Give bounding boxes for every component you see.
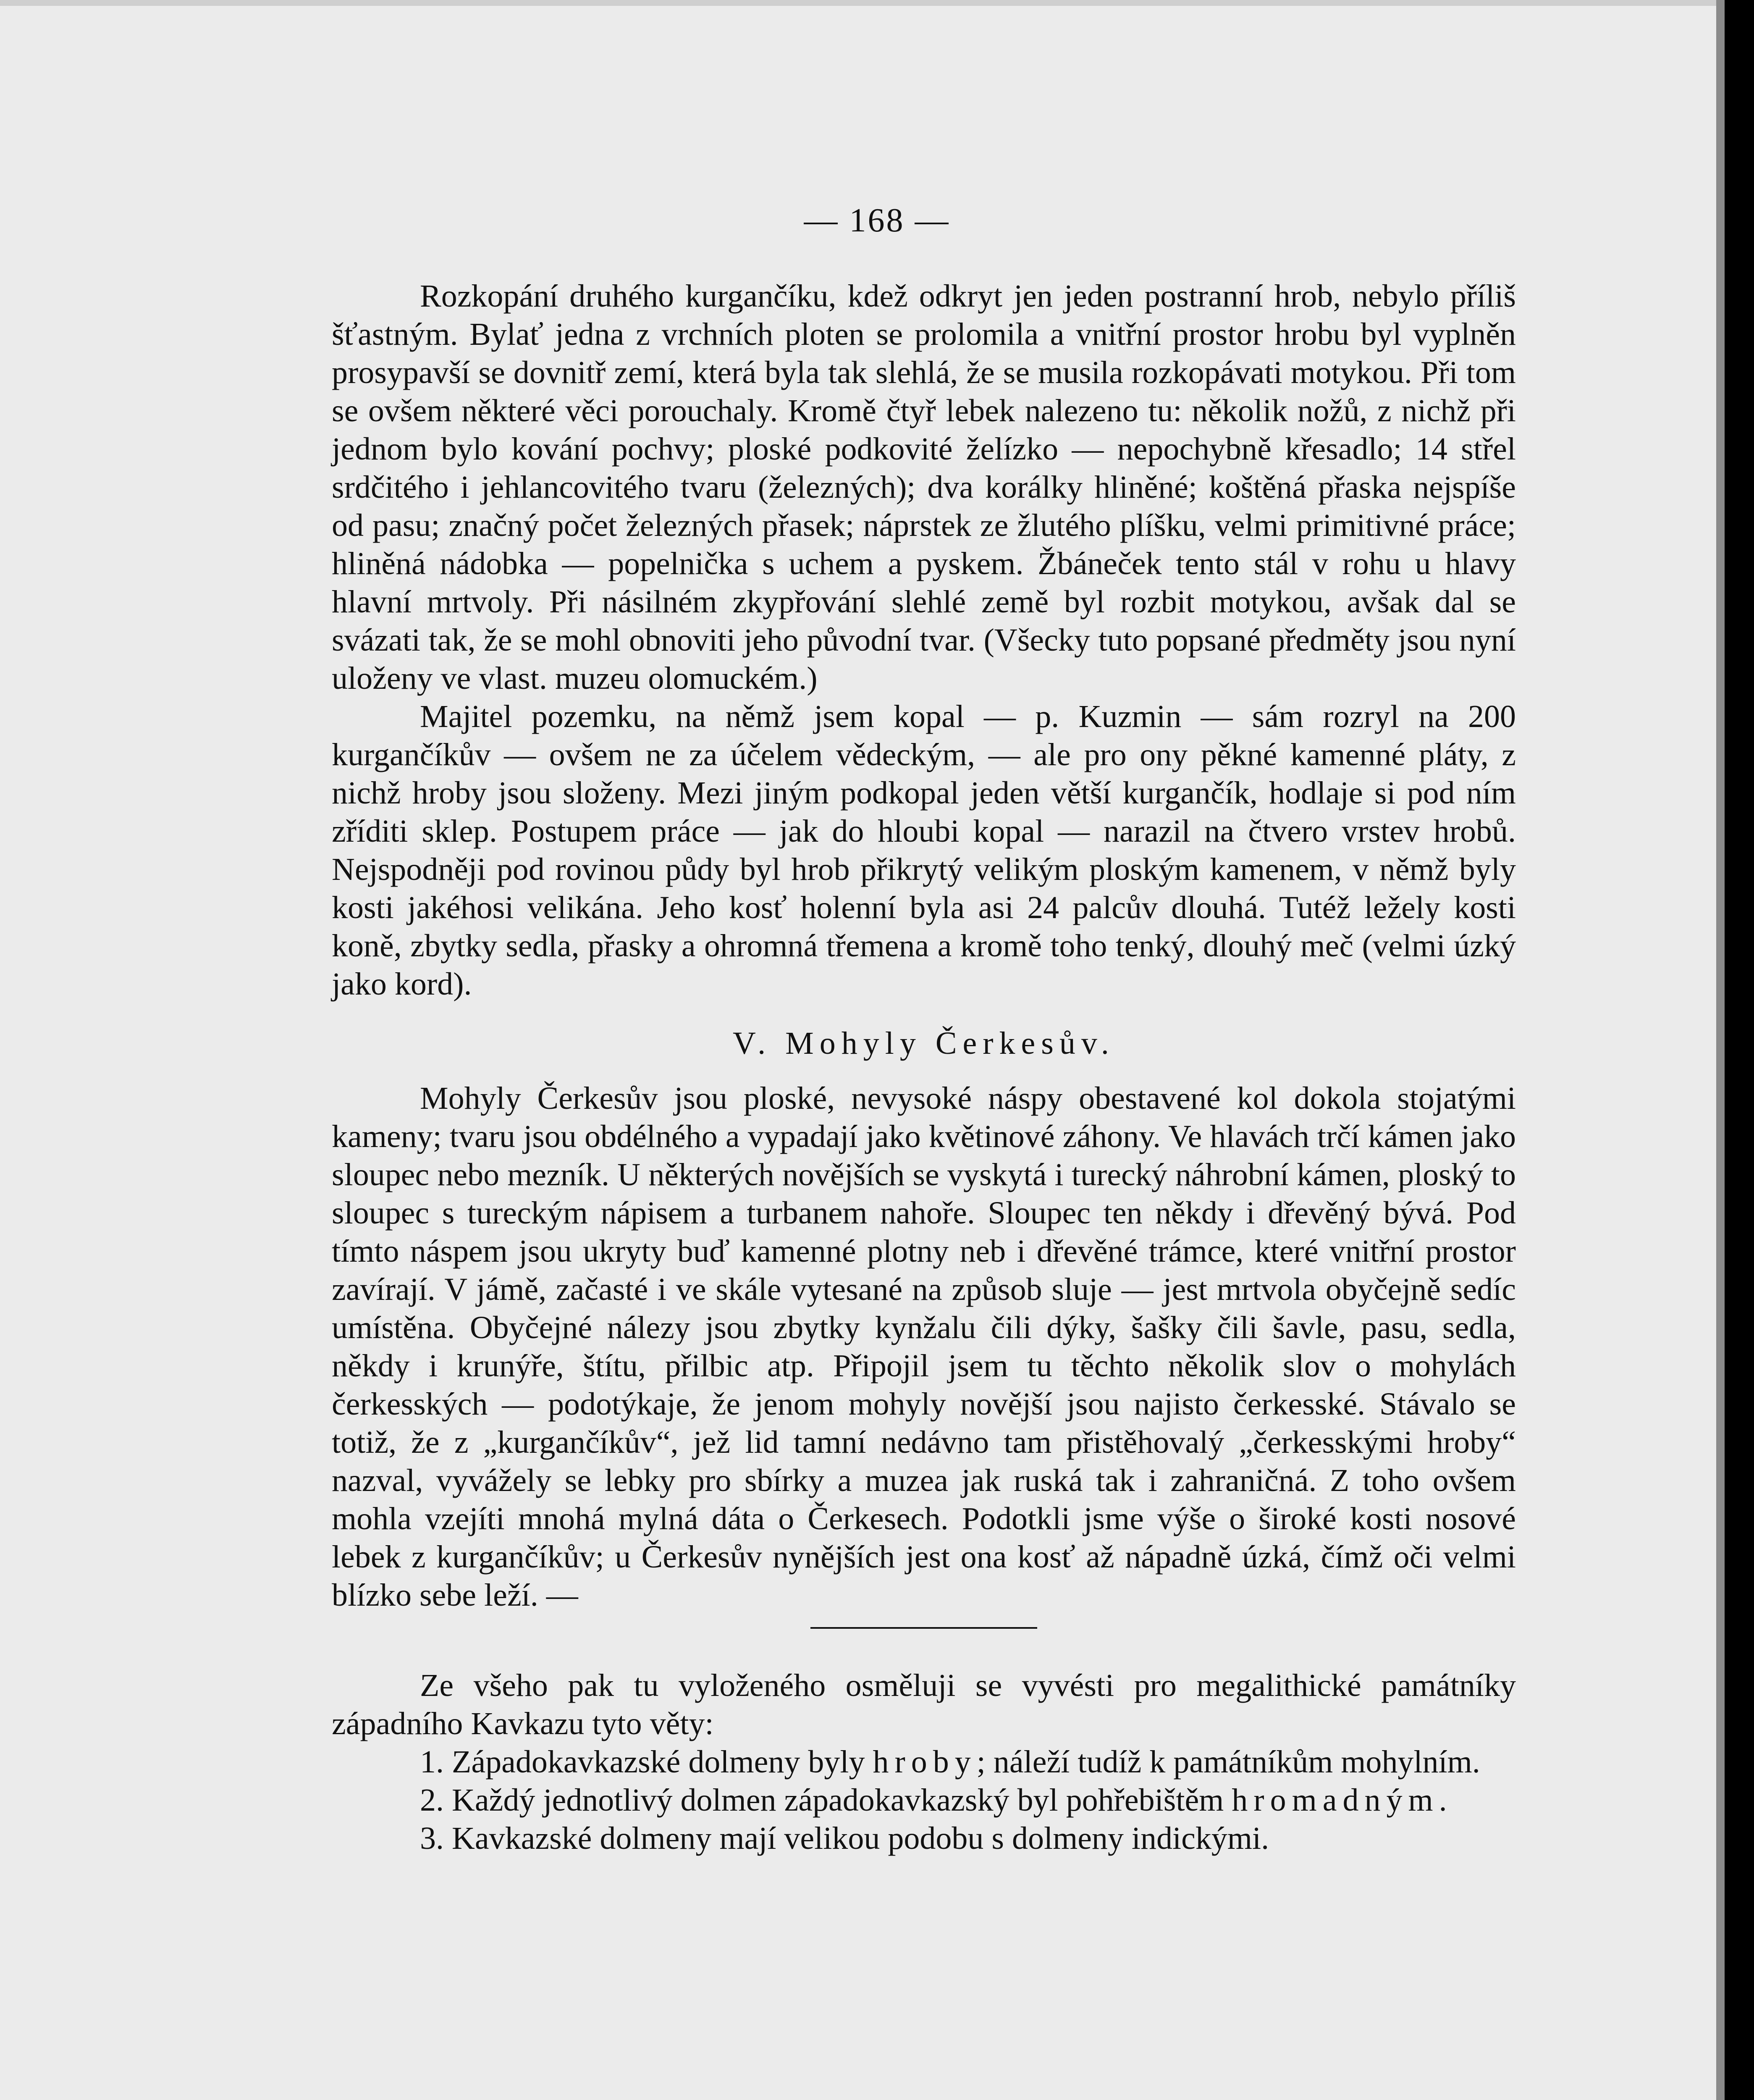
conclusion-2-rest: .: [1439, 1782, 1447, 1818]
conclusion-1-text: 1. Západokavkazské dolmeny byly: [420, 1744, 873, 1780]
scan-edge-right: [1725, 0, 1754, 2100]
scan-edge-top: [0, 0, 1725, 6]
section-heading: V. Mohyly Čerkesův.: [733, 1026, 1115, 1061]
section-paragraph: Mohyly Čerkesův jsou ploské, nevysoké náspy obestavené kol dokola stojatými kameny; tvaru jsou obdélného a vypadají jako květinové záhony. Ve hlavách trčí kámen jako sloupec nebo mezník. U některých novějších se vyskytá i turecký náhrobní kámen, ploský to sloupec s tureckým nápisem a turbanem nahoře. Sloupec ten někdy i dřevěný bývá. Pod tímto náspem jsou ukryty buď kamenné plotny neb i dřevěné trámce, které vnitřní prostor zavírají. V jámě, začasté i ve skále vytesané na způsob sluje — jest mrtvola obyčejně sedíc umístěna. Obyčejné nálezy jsou zbytky kynžalu čili dýky, šašky čili šavle, pasu, sedla, někdy i krunýře, štítu, přilbic atp. Připojil jsem tu těchto několik slov o mohylách čerkesských — podotýkaje, že jenom mohyly novější jsou najisto čerkesské. Stávalo se totiž, že z „kurgančíkův“, jež lid tamní nedávno tam přistěhovalý „čerkesskými hroby“ nazval, vyvážely se lebky pro sbírky a muzea jak ruská tak i zahraničná. Z toho ovšem mohla vzejíti mnohá mylná dáta o Čerkesech. Podotkli jsme výše o široké kosti nosové lebek z kurgančíkův; u Čerkesův nynějších jest ona kosť až nápadně úzká, čímž oči velmi blízko sebe leží. —: [332, 1081, 1516, 1613]
conclusion-2-text: 2. Každý jednotlivý dolmen západokavkazský byl pohřebištěm: [420, 1782, 1232, 1818]
conclusion-2-emphasis: hromadným: [1232, 1782, 1439, 1818]
conclusion-item-1: [332, 1743, 1516, 1781]
paragraph: Majitel pozemku, na němž jsem kopal — p. Kuzmin — sám rozryl na 200 kurgančíkův — ovšem ne za účelem vědeckým, — ale pro ony pěkné kamenné pláty, z nichž hroby jsou složeny. Mezi jiným podkopal jeden větší kurgančík, hodlaje si pod ním zříditi sklep. Postupem práce — jak do hloubi kopal — narazil na čtvero vrstev hrobů. Nejspodněji pod rovinou půdy byl hrob přikrytý velikým ploským kamenem, v němž byly kosti jakéhosi velikána. Jeho kosť holenní byla asi 24 palcův dlouhá. Tutéž ležely kosti koně, zbytky sedla, přasky a ohromná třemena a kromě toho tenký, dlouhý meč (velmi úzký jako kord).: [332, 699, 1516, 1002]
conclusion-intro: Ze všeho pak tu vyloženého osměluji se vyvésti pro megalithické památníky západního Kavkazu tyto věty:: [332, 1668, 1516, 1741]
conclusion-item-2: [332, 1781, 1516, 1819]
text-body: [332, 277, 1516, 1858]
scan-edge-shadow: [1716, 0, 1725, 2100]
page-number: — 168 —: [804, 202, 950, 239]
separator-rule: [810, 1627, 1037, 1629]
conclusion-1-rest: ; náleží tudíž k památníkům mohylním.: [976, 1744, 1480, 1780]
paragraph: Rozkopání druhého kurgančíku, kdež odkryt jen jeden postranní hrob, nebylo příliš šťastným. Bylať jedna z vrchních ploten se prolomila a vnitřní prostor hrobu byl vyplněn prosypavší se dovnitř zemí, která byla tak slehlá, že se musila rozkopávati motykou. Při tom se ovšem některé věci porouchaly. Kromě čtyř lebek nalezeno tu: několik nožů, z nichž při jednom bylo kování pochvy; ploské podkovité želízko — nepochybně křesadlo; 14 střel srdčitého i jehlancovitého tvaru (železných); dva korálky hliněné; koštěná přaska nejspíše od pasu; značný počet železných přasek; náprstek ze žlutého plíšku, velmi primitivné práce; hliněná nádobka — popelnička s uchem a pyskem. Žbáneček tento stál v rohu u hlavy hlavní mrtvoly. Při násilném zkypřování slehlé země byl rozbit motykou, avšak dal se svázati tak, že se mohl obnoviti jeho původní tvar. (Všecky tuto popsané předměty jsou nyní uloženy ve vlast. muzeu olomuckém.): [332, 278, 1516, 696]
conclusion-item-3: 3. Kavkazské dolmeny mají velikou podobu s dolmeny indickými.: [420, 1821, 1269, 1856]
conclusion-1-emphasis: hroby: [873, 1744, 977, 1780]
